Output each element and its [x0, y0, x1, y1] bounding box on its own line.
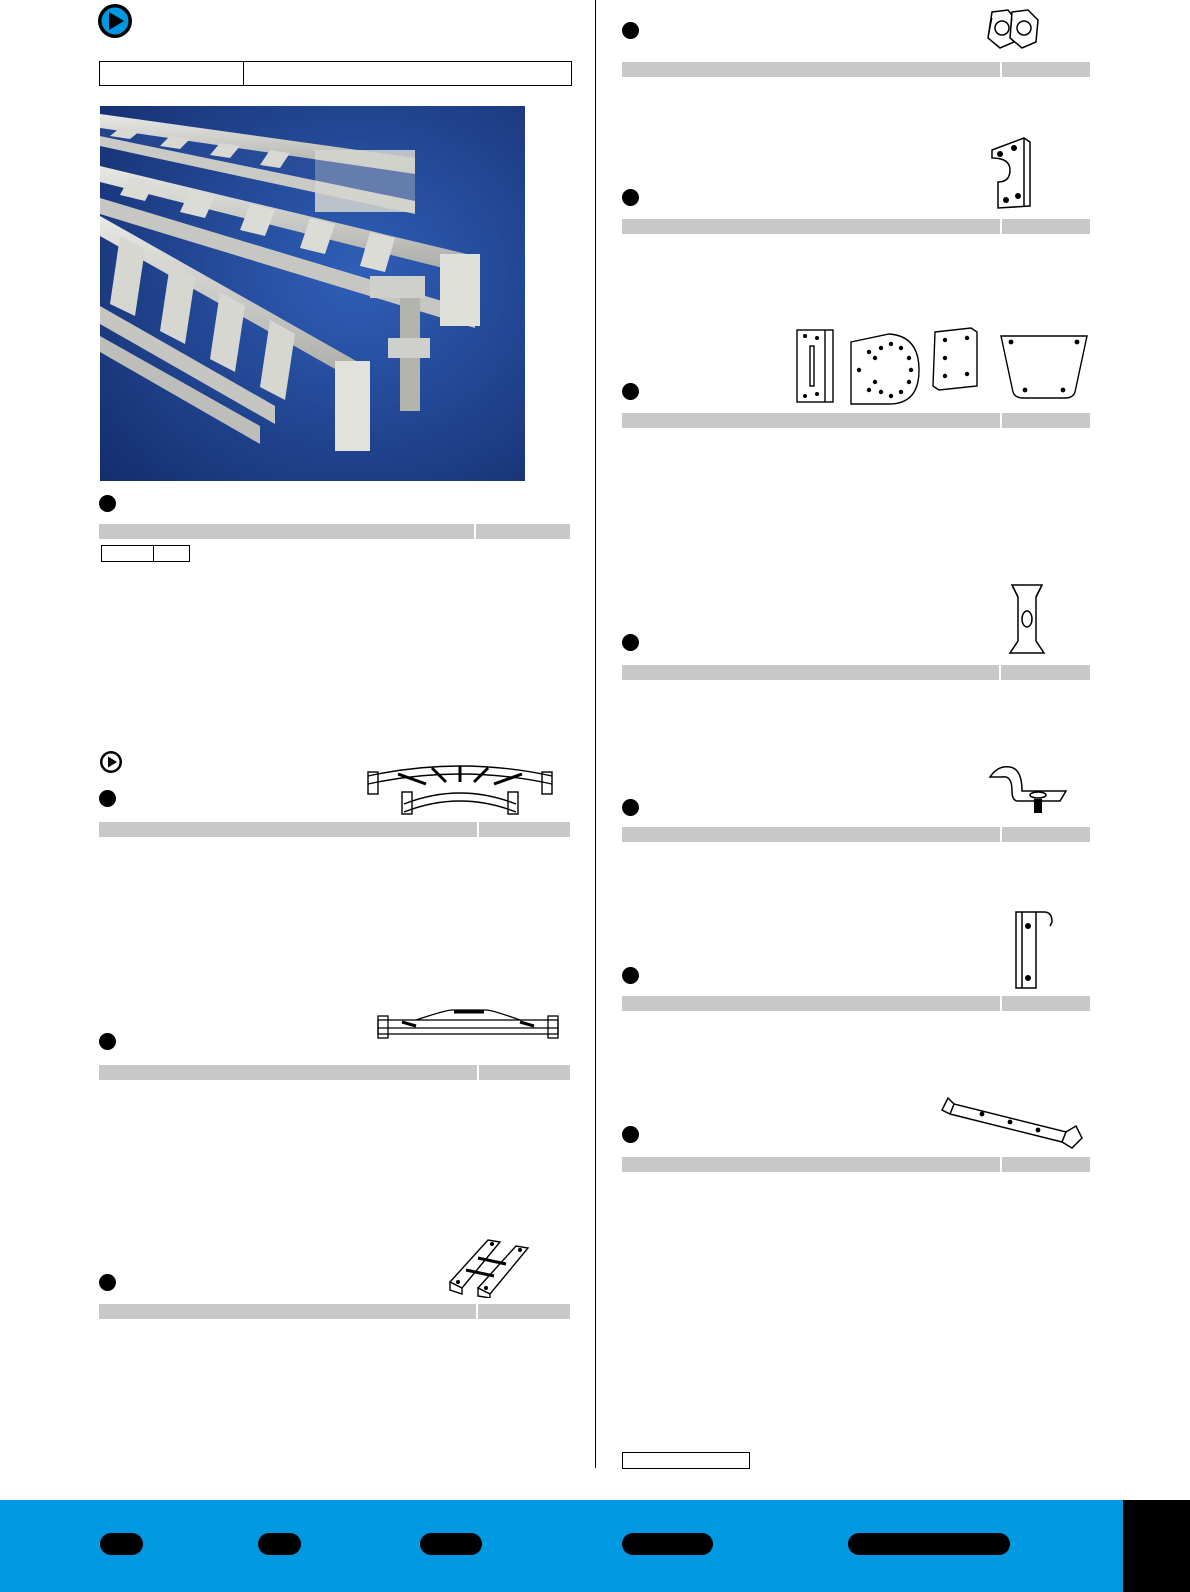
footer-bar — [0, 1500, 1190, 1592]
play-circle-icon — [97, 3, 133, 39]
product-bar-divider — [1000, 996, 1002, 1011]
product-bar-divider — [999, 665, 1001, 680]
product-bar-divider — [477, 1065, 479, 1080]
product-bar-pipe-clamp — [622, 827, 1090, 842]
filled-circle-icon — [622, 967, 639, 984]
size-table — [101, 545, 190, 562]
pipe-clamp-icon — [988, 763, 1070, 821]
product-bar-ladder — [99, 524, 570, 539]
filled-circle-icon — [99, 1033, 116, 1050]
ladder-tee-icon — [376, 1008, 560, 1048]
header-table — [99, 61, 572, 86]
product-bar-hinge-plates — [622, 413, 1090, 428]
hold-down-clip-icon — [1006, 583, 1048, 655]
size-table-divider — [153, 546, 154, 561]
product-bar-divider — [474, 524, 476, 539]
filled-circle-icon — [99, 1274, 116, 1291]
strap-icon — [938, 1096, 1084, 1154]
filled-circle-icon — [99, 790, 116, 807]
footer-tab[interactable] — [420, 1533, 482, 1555]
product-bar-divider — [477, 822, 479, 837]
product-bar-hold-down — [622, 665, 1090, 680]
reference-box — [622, 1452, 750, 1469]
filled-circle-icon — [622, 1126, 639, 1143]
product-bar-divider — [1000, 1157, 1002, 1172]
page-number-block — [1123, 1500, 1190, 1592]
play-circle-icon — [99, 750, 123, 774]
filled-circle-icon — [622, 189, 639, 206]
header-table-cell — [100, 62, 244, 85]
product-bar-joint-plate — [622, 219, 1090, 234]
ladder-bend-icon — [366, 762, 554, 818]
footer-tab[interactable] — [622, 1533, 713, 1555]
product-bar-coupler — [99, 1304, 570, 1319]
joint-plate-icon — [986, 136, 1034, 212]
bracket-icon — [1012, 908, 1054, 992]
footer-tab[interactable] — [100, 1533, 143, 1555]
footer-tab[interactable] — [258, 1533, 301, 1555]
coupler-plate-icon — [448, 1230, 538, 1298]
product-bar-divider — [1000, 413, 1002, 428]
product-bar-bracket — [622, 996, 1090, 1011]
filled-circle-icon — [99, 495, 116, 512]
product-bar-divider — [1000, 827, 1002, 842]
product-bar-divider — [1000, 219, 1002, 234]
footer-tab[interactable] — [848, 1533, 1010, 1555]
product-bar-bend — [99, 822, 570, 837]
product-bar-divider — [476, 1304, 478, 1319]
product-bar-strap — [622, 1157, 1090, 1172]
product-bar-tee — [99, 1065, 570, 1080]
filled-circle-icon — [622, 634, 639, 651]
product-bar-divider — [1000, 62, 1002, 77]
column-divider — [595, 0, 596, 1468]
product-bar-nut — [622, 62, 1090, 77]
cable-ladder-photo — [100, 106, 525, 481]
filled-circle-icon — [622, 383, 639, 400]
filled-circle-icon — [622, 799, 639, 816]
header-table-cell — [244, 62, 571, 85]
filled-circle-icon — [622, 22, 639, 39]
hinge-plates-icon — [795, 326, 1091, 408]
hex-nut-icon — [984, 8, 1042, 52]
